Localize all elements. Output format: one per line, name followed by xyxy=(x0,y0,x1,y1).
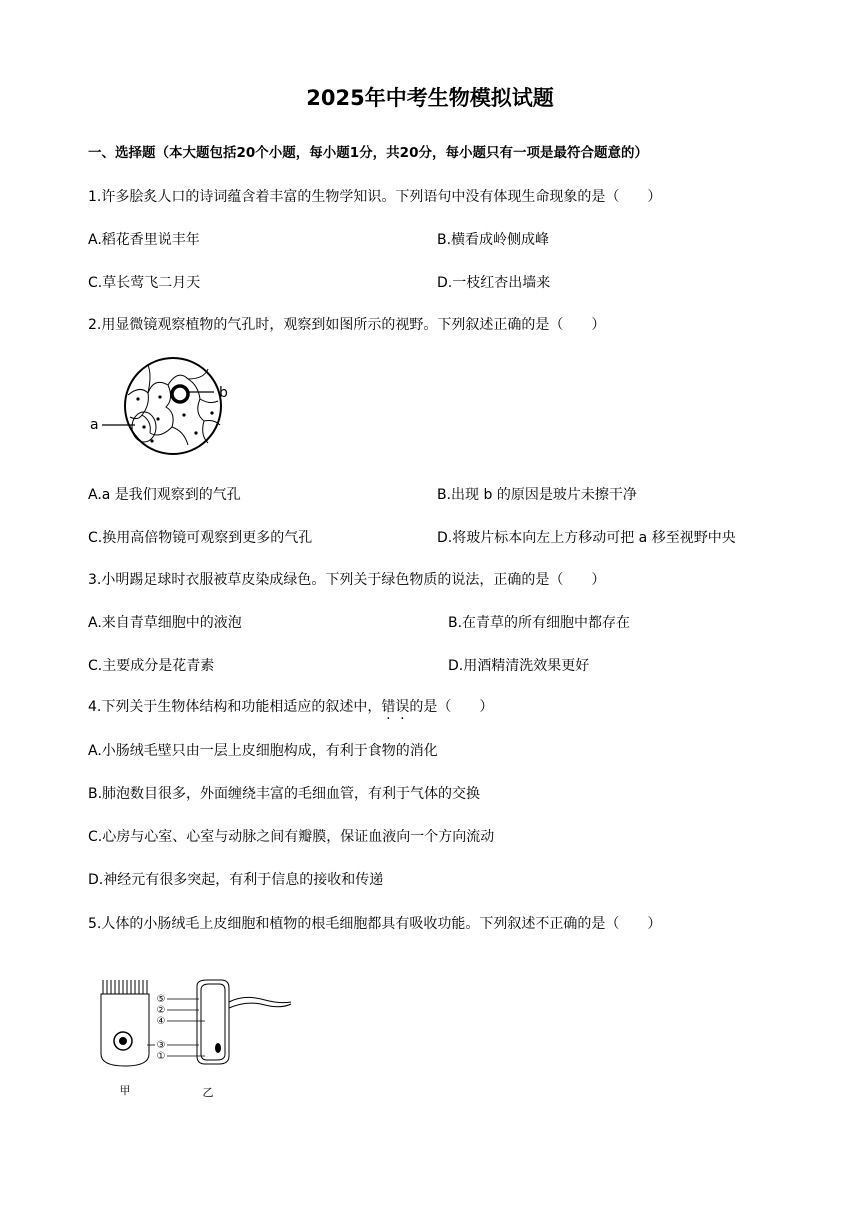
question-3-option-b: B.在青草的所有细胞中都存在 xyxy=(448,615,631,631)
question-2-option-a: A.a 是我们观察到的气孔 xyxy=(88,487,241,503)
figure-label-5: ⑤ xyxy=(156,994,166,1005)
section-heading: 一、选择题（本大题包括20个小题，每小题1分，共20分，每小题只有一项是最符合题意的） xyxy=(88,145,648,161)
figure-label-b: b xyxy=(219,385,228,401)
question-4-option-b: B.肺泡数目很多，外面缠绕丰富的毛细血管，有利于气体的交换 xyxy=(88,786,481,802)
figure-label-3: ③ xyxy=(156,1040,166,1051)
figure-caption-left: 甲 xyxy=(119,1084,131,1097)
question-4-option-d: D.神经元有很多突起，有利于信息的接收和传递 xyxy=(88,872,384,888)
question-2-stem: 2.用显微镜观察植物的气孔时，观察到如图所示的视野。下列叙述正确的是（ ） xyxy=(88,317,606,333)
cells-figure xyxy=(95,972,300,1100)
question-4-option-c: C.心房与心室、心室与动脉之间有瓣膜，保证血液向一个方向流动 xyxy=(88,829,495,845)
question-4-stem-start: 4.下列关于生物体结构和功能相适应的叙述中， xyxy=(88,699,382,715)
question-5-stem: 5.人体的小肠绒毛上皮细胞和植物的根毛细胞都具有吸收功能。下列叙述不正确的是（ ） xyxy=(88,916,662,932)
figure-label-2: ② xyxy=(156,1005,166,1016)
question-3-option-d: D.用酒精清洗效果更好 xyxy=(448,658,590,674)
page-title: 2025年中考生物模拟试题 xyxy=(306,86,554,110)
question-2-option-c: C.换用高倍物镜可观察到更多的气孔 xyxy=(88,530,313,546)
question-4-stem xyxy=(88,696,493,716)
question-1-stem: 1.许多脍炙人口的诗词蕴含着丰富的生物学知识。下列语句中没有体现生命现象的是（ ） xyxy=(88,189,662,205)
question-2-option-b: B.出现 b 的原因是玻片未擦干净 xyxy=(437,487,637,503)
question-1-option-c: C.草长莺飞二月天 xyxy=(88,275,201,291)
question-2-option-d: D.将玻片标本向左上方移动可把 a 移至视野中央 xyxy=(437,530,736,546)
question-3-stem: 3.小明踢足球时衣服被草皮染成绿色。下列关于绿色物质的说法，正确的是（ ） xyxy=(88,572,606,588)
question-1-option-a: A.稻花香里说丰年 xyxy=(88,232,200,248)
figure-caption-right: 乙 xyxy=(202,1086,214,1099)
question-4-option-a: A.小肠绒毛壁只由一层上皮细胞构成，有利于食物的消化 xyxy=(88,743,438,759)
figure-label-a: a xyxy=(90,417,99,433)
question-1-option-d: D.一枝红杏出墙来 xyxy=(437,275,551,291)
question-3-option-c: C.主要成分是花青素 xyxy=(88,658,215,674)
emphasized-char-1: 错 xyxy=(381,699,396,715)
question-1-option-b: B.横看成岭侧成峰 xyxy=(437,232,550,248)
figure-label-4: ④ xyxy=(156,1016,166,1027)
figure-label-1: ① xyxy=(156,1051,166,1062)
question-4-stem-end: 的是（ ） xyxy=(409,699,494,715)
emphasized-char-2: 误 xyxy=(395,699,410,715)
question-3-option-a: A.来自青草细胞中的液泡 xyxy=(88,615,242,631)
microscope-field-figure xyxy=(88,355,248,460)
